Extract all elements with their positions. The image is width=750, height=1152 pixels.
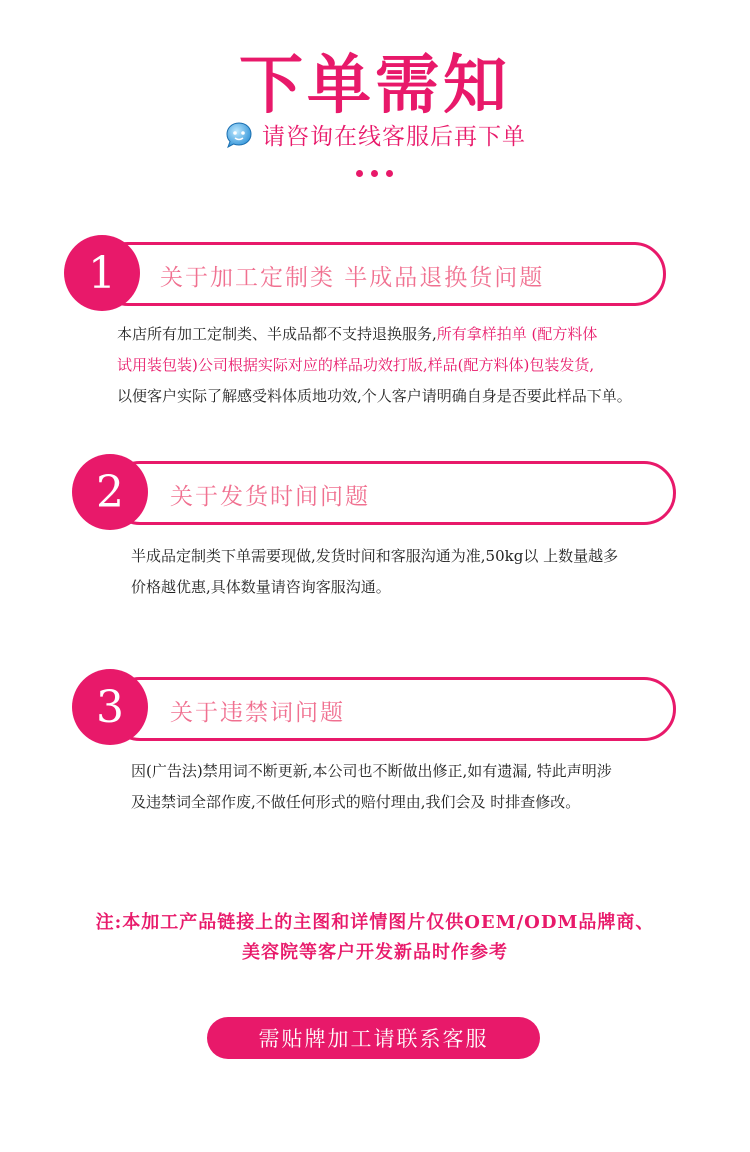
section-1-line-3 <box>117 381 632 412</box>
section-2-line-2: 价格越优惠,具体数量请咨询客服沟通。 <box>131 578 391 596</box>
section-1-line-1-highlight: 所有拿样拍单 (配方料体 <box>436 325 598 343</box>
section-1-body <box>117 319 632 412</box>
chat-bubble-icon <box>224 120 254 150</box>
section-1-title: 关于加工定制类 半成品退换货问题 <box>160 265 545 291</box>
section-1-line-2-highlight: 试用装包装)公司根据实际对应的样品功效打版,样品(配方料体)包装发货, <box>117 356 595 374</box>
section-1-line-3-normal: 以便客户实际了解感受料体质地功效,个人客户请明确自身是否要此样品下单。 <box>117 387 632 405</box>
section-2-title: 关于发货时间问题 <box>170 484 370 510</box>
dot <box>371 170 378 177</box>
page-title: 下单需知 <box>239 49 511 123</box>
section-2-line-1: 半成品定制类下单需要现做,发货时间和客服沟通为准,50kg以 上数量越多 <box>131 547 619 565</box>
dot <box>356 170 363 177</box>
section-1-line-2 <box>117 350 632 381</box>
disclaimer-note <box>0 908 750 968</box>
section-3-line-2: 及违禁词全部作废,不做任何形式的赔付理由,我们会及 时排查修改。 <box>131 793 581 811</box>
section-2-body <box>131 541 618 603</box>
section-3-line-1: 因(广告法)禁用词不断更新,本公司也不断做出修正,如有遗漏, 特此声明涉 <box>131 762 612 780</box>
section-2-number: 2 <box>72 454 148 530</box>
section-1-number: 1 <box>64 235 140 311</box>
disclaimer-line-2: 美容院等客户开发新品时作参考 <box>242 942 508 963</box>
section-3-number: 3 <box>72 669 148 745</box>
dot <box>386 170 393 177</box>
section-1-line-1 <box>117 319 632 350</box>
subtitle: 请咨询在线客服后再下单 <box>262 124 526 150</box>
contact-service-button[interactable]: 需贴牌加工请联系客服 <box>207 1017 540 1059</box>
section-3-body <box>131 756 612 818</box>
section-1-line-1-normal: 本店所有加工定制类、半成品都不支持退换服务, <box>117 325 437 343</box>
subtitle-row <box>0 118 750 151</box>
decorative-dots <box>352 170 397 177</box>
disclaimer-line-1: 注:本加工产品链接上的主图和详情图片仅供OEM/ODM品牌商、 <box>95 912 655 933</box>
section-3-title: 关于违禁词问题 <box>170 700 345 726</box>
